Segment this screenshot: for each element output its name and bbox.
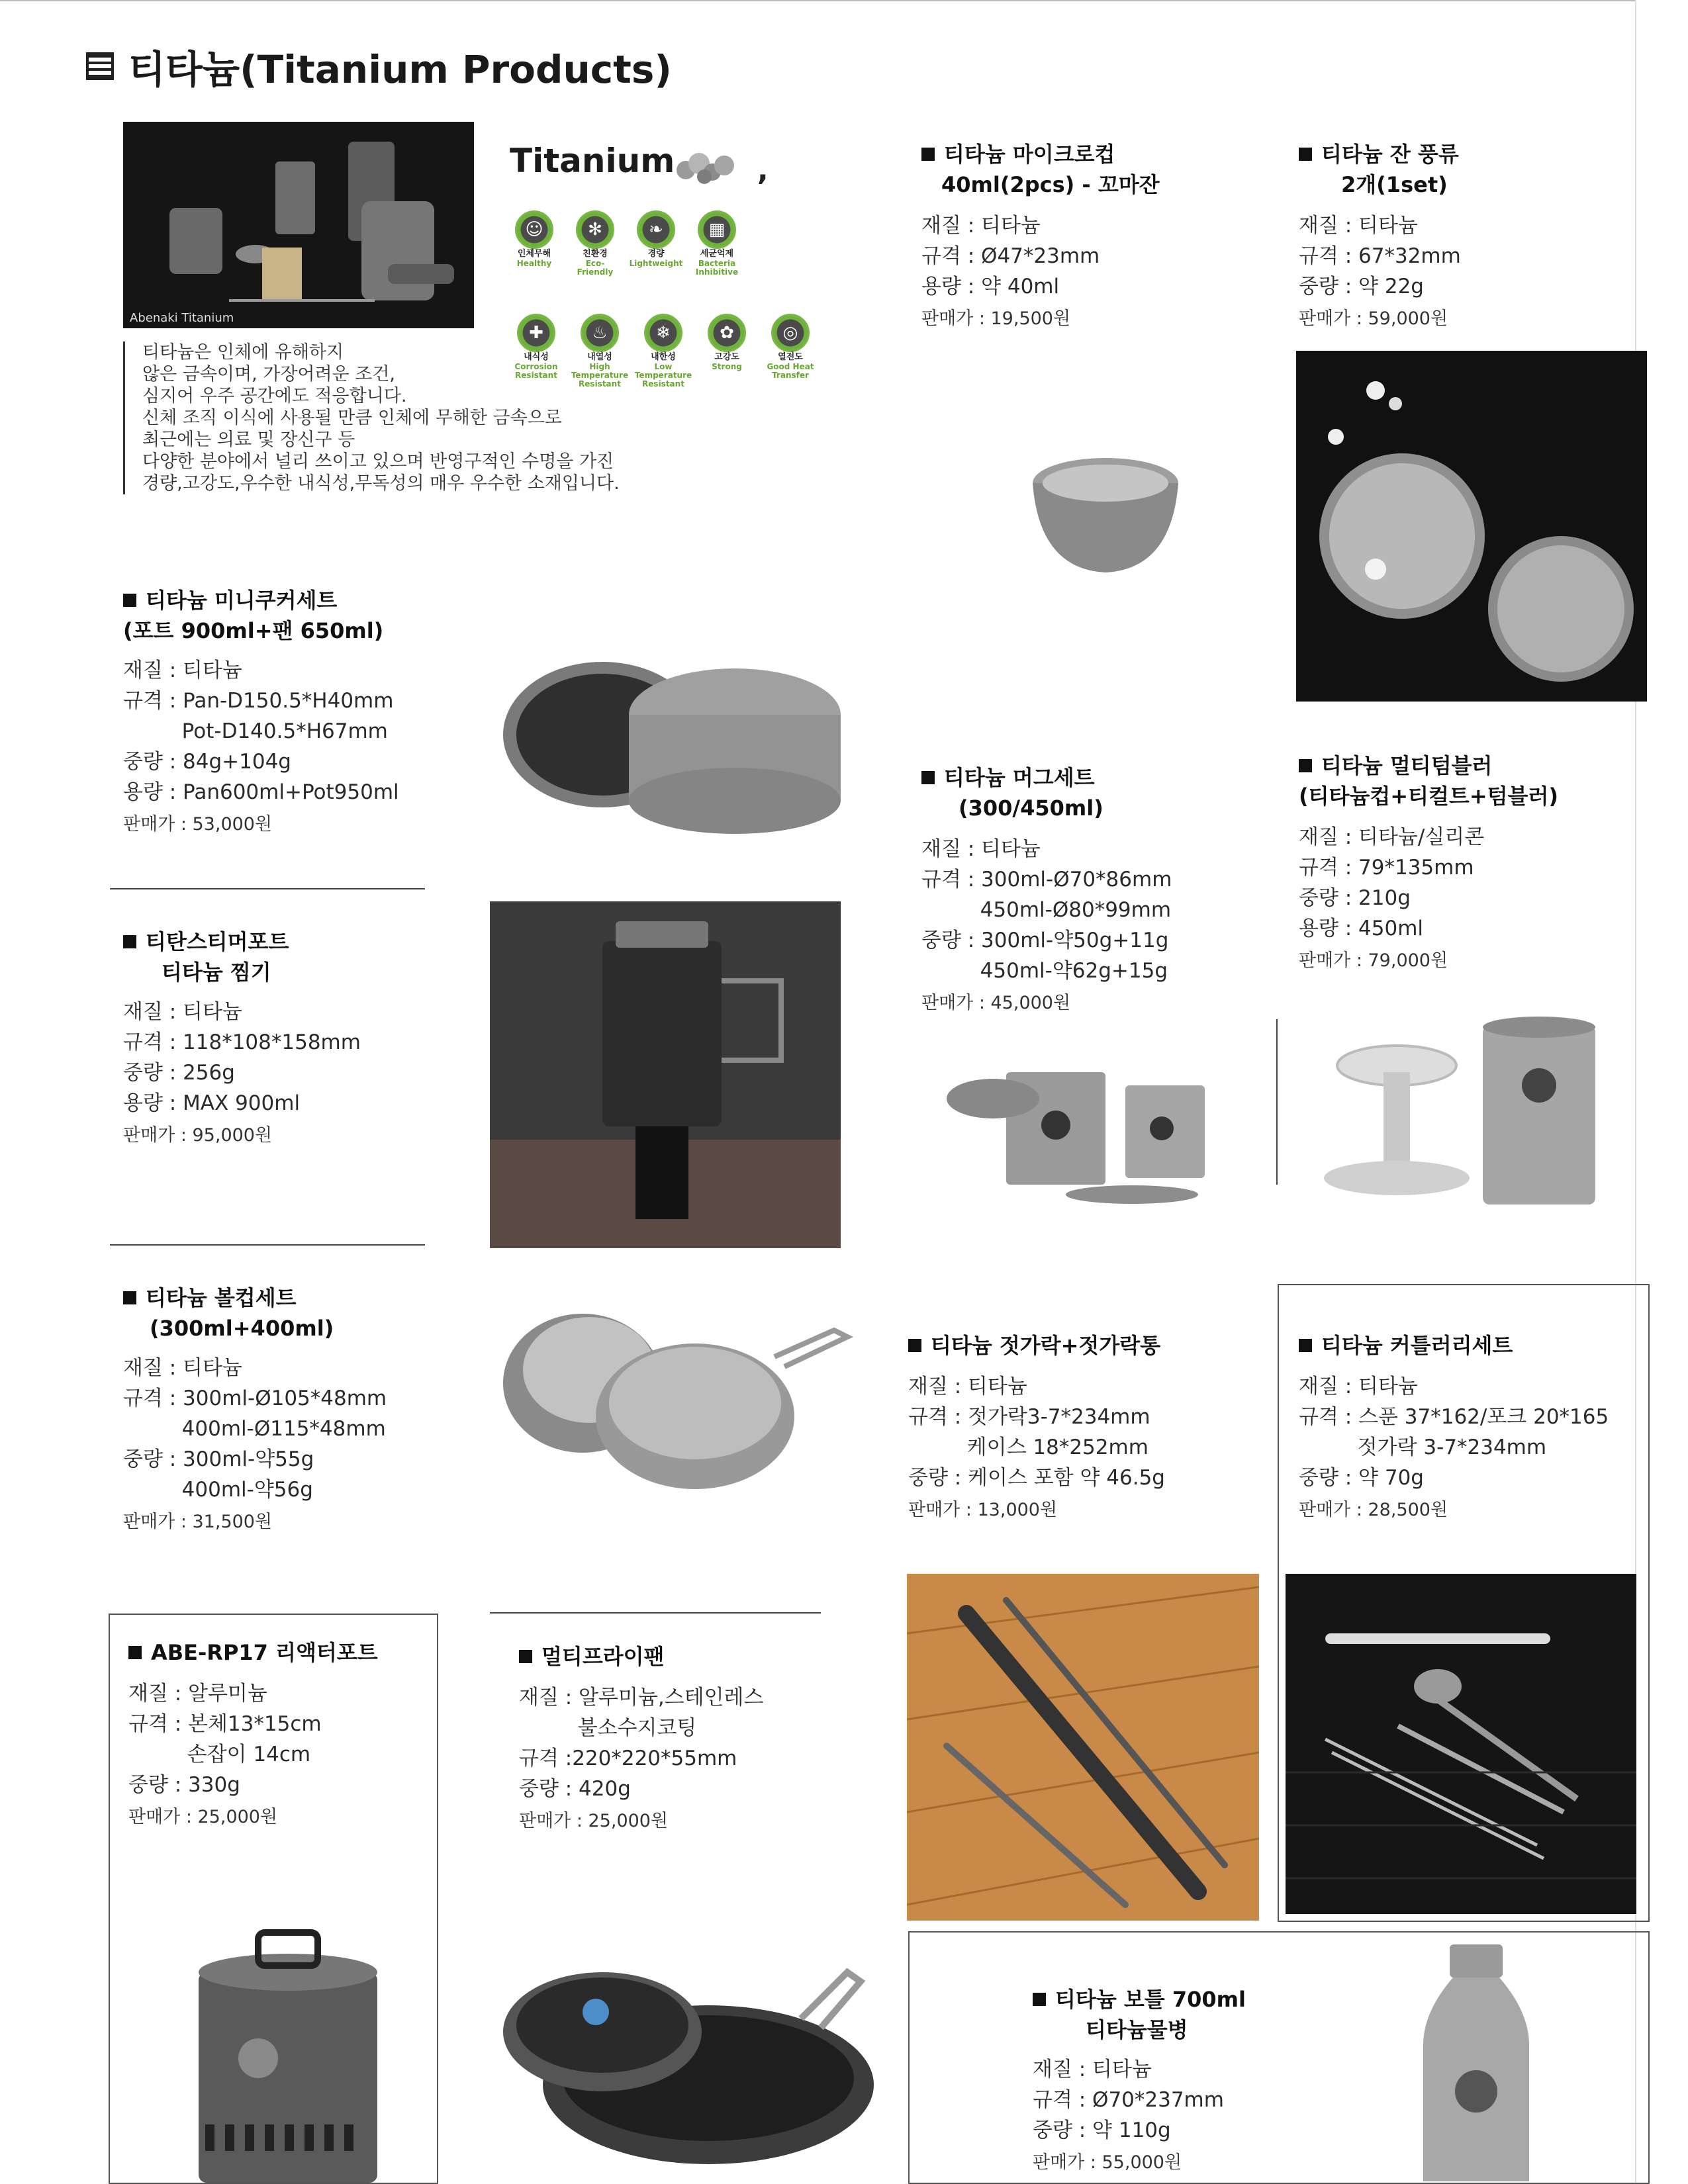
leaf-icon: ❧: [637, 210, 675, 249]
feature-lightweight: ❧ 경량 Lightweight: [632, 210, 680, 277]
product-spec: 규격 : 본체13*15cm: [128, 1712, 322, 1736]
product-spec: 400ml-Ø115*48mm: [123, 1417, 386, 1441]
product-spec: 케이스 18*252mm: [908, 1435, 1149, 1459]
cutlery-photo: [1286, 1574, 1636, 1914]
product-subtitle: 티타늄 찜기: [162, 960, 271, 985]
product-spec: 규격 : Pan-D150.5*H40mm: [123, 689, 394, 713]
product-spec: 중량 : 300ml-약50g+11g: [921, 929, 1169, 952]
product-spec: 재질 : 티타늄: [1033, 2058, 1152, 2081]
product-spec: 용량 : 약 40ml: [921, 275, 1060, 298]
product-spec: 규격 : 300ml-Ø105*48mm: [123, 1387, 387, 1410]
feature-cold: ❄ 내한성 Low Temperature Resistant: [637, 314, 690, 388]
product-subtitle: (티타늄컵+티컬트+텀블러): [1299, 784, 1558, 809]
fryingpan-photo: [490, 1933, 887, 2177]
product-spec: 재질 : 티타늄: [908, 1375, 1027, 1398]
feature-bacteria: ▦ 세균억제 Bacteria Inhibitive: [692, 210, 741, 277]
product-fryingpan: [519, 1641, 763, 1836]
product-spec: 재질 : 티타늄: [123, 1000, 242, 1024]
intro-photo-caption: Abenaki Titanium: [130, 311, 234, 325]
product-spec: 젓가락 3-7*234mm: [1299, 1435, 1547, 1459]
bowlset-photo: [490, 1297, 861, 1496]
product-spec: 중량 : 300ml-약55g: [123, 1447, 314, 1471]
product-price: 판매가 : 25,000원: [128, 1807, 278, 1827]
product-spec: 재질 : 티타늄: [921, 214, 1041, 238]
product-price: 판매가 : 53,000원: [123, 814, 273, 835]
titanium-cookware-photo: [123, 122, 474, 328]
intro-photo: [123, 122, 474, 328]
product-title: 티탄스티머포트: [123, 927, 361, 957]
intro-line: 최근에는 의료 및 장신구 등: [142, 430, 355, 450]
product-spec: 재질 : 티타늄: [1299, 1375, 1418, 1398]
product-price: 판매가 : 31,500원: [123, 1512, 273, 1532]
product-title: 티타늄 멀티텀블러: [1299, 751, 1558, 781]
list-icon: [86, 52, 114, 80]
intro-line: 신체 조직 이식에 사용될 만큼 인체에 무해한 금속으로: [142, 408, 562, 428]
gear-icon: ✻: [576, 210, 614, 249]
product-title: 티타늄 젓가락+젓가락통: [908, 1330, 1165, 1361]
page-title: [86, 38, 672, 94]
product-price: 판매가 : 55,000원: [1033, 2152, 1182, 2173]
product-spec: 중량 : 256g: [123, 1061, 235, 1085]
feature-eco: ✻ 친환경 Eco-Friendly: [571, 210, 620, 277]
grid-icon: ▦: [698, 210, 736, 249]
bottle-photo: [1397, 1939, 1556, 2181]
brand-dot: ,: [757, 154, 769, 187]
product-spec: 중량 : 케이스 포함 약 46.5g: [908, 1466, 1165, 1490]
product-title: 티타늄 미니쿠커세트: [123, 585, 399, 615]
flame-icon: ♨: [581, 314, 619, 352]
product-price: 판매가 : 25,000원: [519, 1811, 669, 1831]
product-title: 티타늄 볼컵세트: [123, 1283, 387, 1313]
feature-heat: ♨ 내열성 High Temperature Resistant: [573, 314, 626, 388]
product-spec: 재질 : 티타늄/실리콘: [1299, 825, 1485, 849]
product-spec: 규격 : 79*135mm: [1299, 856, 1474, 880]
product-spec: 규격 : 젓가락3-7*234mm: [908, 1405, 1150, 1429]
product-spec: 재질 : 티타늄: [123, 659, 242, 682]
intro-line: 다양한 분야에서 널리 쓰이고 있으며 반영구적인 수명을 가진: [142, 451, 614, 472]
brand-heading: [510, 142, 675, 180]
product-title: 멀티프라이팬: [519, 1641, 763, 1672]
product-spec: 규격 : 300ml-Ø70*86mm: [921, 868, 1172, 891]
product-spec: 450ml-Ø80*99mm: [921, 898, 1172, 922]
section-divider: [110, 888, 425, 889]
intro-line: 않은 금속이며, 가장어려운 조건,: [142, 364, 395, 385]
product-bottle: [1033, 1984, 1246, 2177]
section-divider: [110, 1244, 425, 1246]
product-spec: 불소수지코팅: [519, 1716, 697, 1740]
product-price: 판매가 : 59,000원: [1299, 308, 1448, 329]
target-icon: ◎: [771, 314, 810, 352]
product-mugset: [921, 762, 1172, 1018]
snowflake-icon: ❄: [644, 314, 682, 352]
product-spec: 용량 : 450ml: [1299, 917, 1424, 940]
product-chopsticks: [908, 1330, 1165, 1525]
product-spec: 중량 : 330g: [128, 1773, 240, 1797]
product-subtitle: (포트 900ml+팬 650ml): [123, 618, 384, 643]
brand-heading-text: Titanium: [510, 142, 675, 180]
product-subtitle: 40ml(2pcs) - 꼬마잔: [941, 172, 1160, 197]
product-subtitle: (300ml+400ml): [150, 1316, 334, 1341]
product-spec: 재질 : 티타늄: [1299, 214, 1418, 238]
product-title: 티타늄 커틀러리세트: [1299, 1330, 1609, 1361]
feature-heat-transfer: ◎ 열전도 Good Heat Transfer: [764, 314, 817, 388]
product-spec: 규격 : 스푼 37*162/포크 20*165: [1299, 1405, 1609, 1429]
feature-strong: ✿ 고강도 Strong: [700, 314, 753, 388]
product-reactorpot: [128, 1637, 378, 1832]
product-price: 판매가 : 79,000원: [1299, 950, 1448, 971]
product-spec: 손잡이 14cm: [128, 1743, 311, 1766]
product-title: 티타늄 마이크로컵: [921, 139, 1160, 169]
product-spec: 용량 : MAX 900ml: [123, 1091, 301, 1115]
product-title: 티타늄 잔 풍류: [1299, 139, 1461, 169]
product-spec: 400ml-약56g: [123, 1478, 313, 1502]
product-microcup: [921, 139, 1160, 334]
product-price: 판매가 : 28,500원: [1299, 1500, 1448, 1520]
product-spec: 규격 : 118*108*158mm: [123, 1030, 361, 1054]
flower-icon: ✿: [708, 314, 746, 352]
product-steamer: [123, 927, 361, 1150]
product-subtitle: 2개(1set): [1341, 172, 1448, 197]
product-spec: 중량 : 210g: [1299, 886, 1411, 910]
product-cupset: [1299, 139, 1461, 334]
person-icon: ☺: [515, 210, 553, 249]
titanium-ore-icon: [673, 147, 745, 187]
product-price: 판매가 : 13,000원: [908, 1500, 1058, 1520]
product-spec: 재질 : 티타늄: [123, 1356, 242, 1380]
intro-text-block: [123, 341, 659, 494]
product-spec: 재질 : 티타늄: [921, 837, 1041, 861]
product-spec: Pot-D140.5*H67mm: [123, 719, 388, 743]
product-subtitle: 티타늄물병: [1086, 2017, 1188, 2042]
product-bowlset: [123, 1283, 387, 1537]
vertical-rule: [1276, 1019, 1278, 1185]
intro-line: 경량,고강도,우수한 내식성,무독성의 매우 우수한 소재입니다.: [142, 473, 620, 494]
product-title: 티타늄 머그세트: [921, 762, 1172, 793]
product-spec: 규격 : Ø70*237mm: [1033, 2088, 1224, 2112]
cupset-photo: [1296, 351, 1647, 702]
steamer-photo: [490, 901, 841, 1248]
product-spec: 규격 :220*220*55mm: [519, 1747, 737, 1770]
plus-icon: ✚: [517, 314, 555, 352]
product-minicooker: [123, 585, 399, 839]
product-title: 티타늄 보틀 700ml: [1033, 1984, 1246, 2015]
minicooker-photo: [490, 635, 861, 847]
product-spec: 중량 : 약 70g: [1299, 1466, 1424, 1490]
intro-line: 티타늄은 인체에 유해하지: [142, 342, 344, 363]
feature-badges-row1: [510, 210, 741, 277]
product-price: 판매가 : 19,500원: [921, 308, 1071, 329]
microcup-photo: [1006, 424, 1205, 596]
product-spec: 450ml-약62g+15g: [921, 959, 1168, 983]
section-divider: [490, 1612, 821, 1614]
product-spec: 재질 : 알루미늄: [128, 1682, 267, 1706]
reactorpot-photo: [179, 1926, 397, 2183]
product-price: 판매가 : 95,000원: [123, 1125, 273, 1146]
product-spec: 규격 : Ø47*23mm: [921, 244, 1100, 268]
product-spec: 중량 : 420g: [519, 1777, 631, 1801]
intro-line: 심지어 우주 공간에도 적응합니다.: [142, 386, 407, 406]
product-tumbler: [1299, 751, 1558, 976]
feature-healthy: ☺ 인체무해 Healthy: [510, 210, 559, 277]
product-subtitle: (300/450ml): [959, 796, 1103, 821]
product-cutlery: [1299, 1330, 1609, 1525]
product-title: ABE-RP17 리액터포트: [128, 1637, 378, 1668]
feature-corrosion: ✚ 내식성 Corrosion Resistant: [510, 314, 563, 388]
top-rule: [0, 0, 1635, 1]
page-title-text: 티타늄(Titanium Products): [128, 47, 672, 92]
product-spec: 재질 : 알루미늄,스테인레스: [519, 1686, 764, 1709]
tumbler-photo: [1324, 1013, 1615, 1218]
product-spec: 중량 : 약 110g: [1033, 2118, 1171, 2142]
product-spec: 용량 : Pan600ml+Pot950ml: [123, 780, 399, 804]
product-price: 판매가 : 45,000원: [921, 993, 1071, 1013]
chopsticks-photo: [907, 1574, 1259, 1921]
mugset-photo: [933, 1059, 1264, 1205]
product-spec: 중량 : 84g+104g: [123, 750, 291, 774]
product-spec: 규격 : 67*32mm: [1299, 244, 1461, 268]
product-spec: 중량 : 약 22g: [1299, 275, 1424, 298]
